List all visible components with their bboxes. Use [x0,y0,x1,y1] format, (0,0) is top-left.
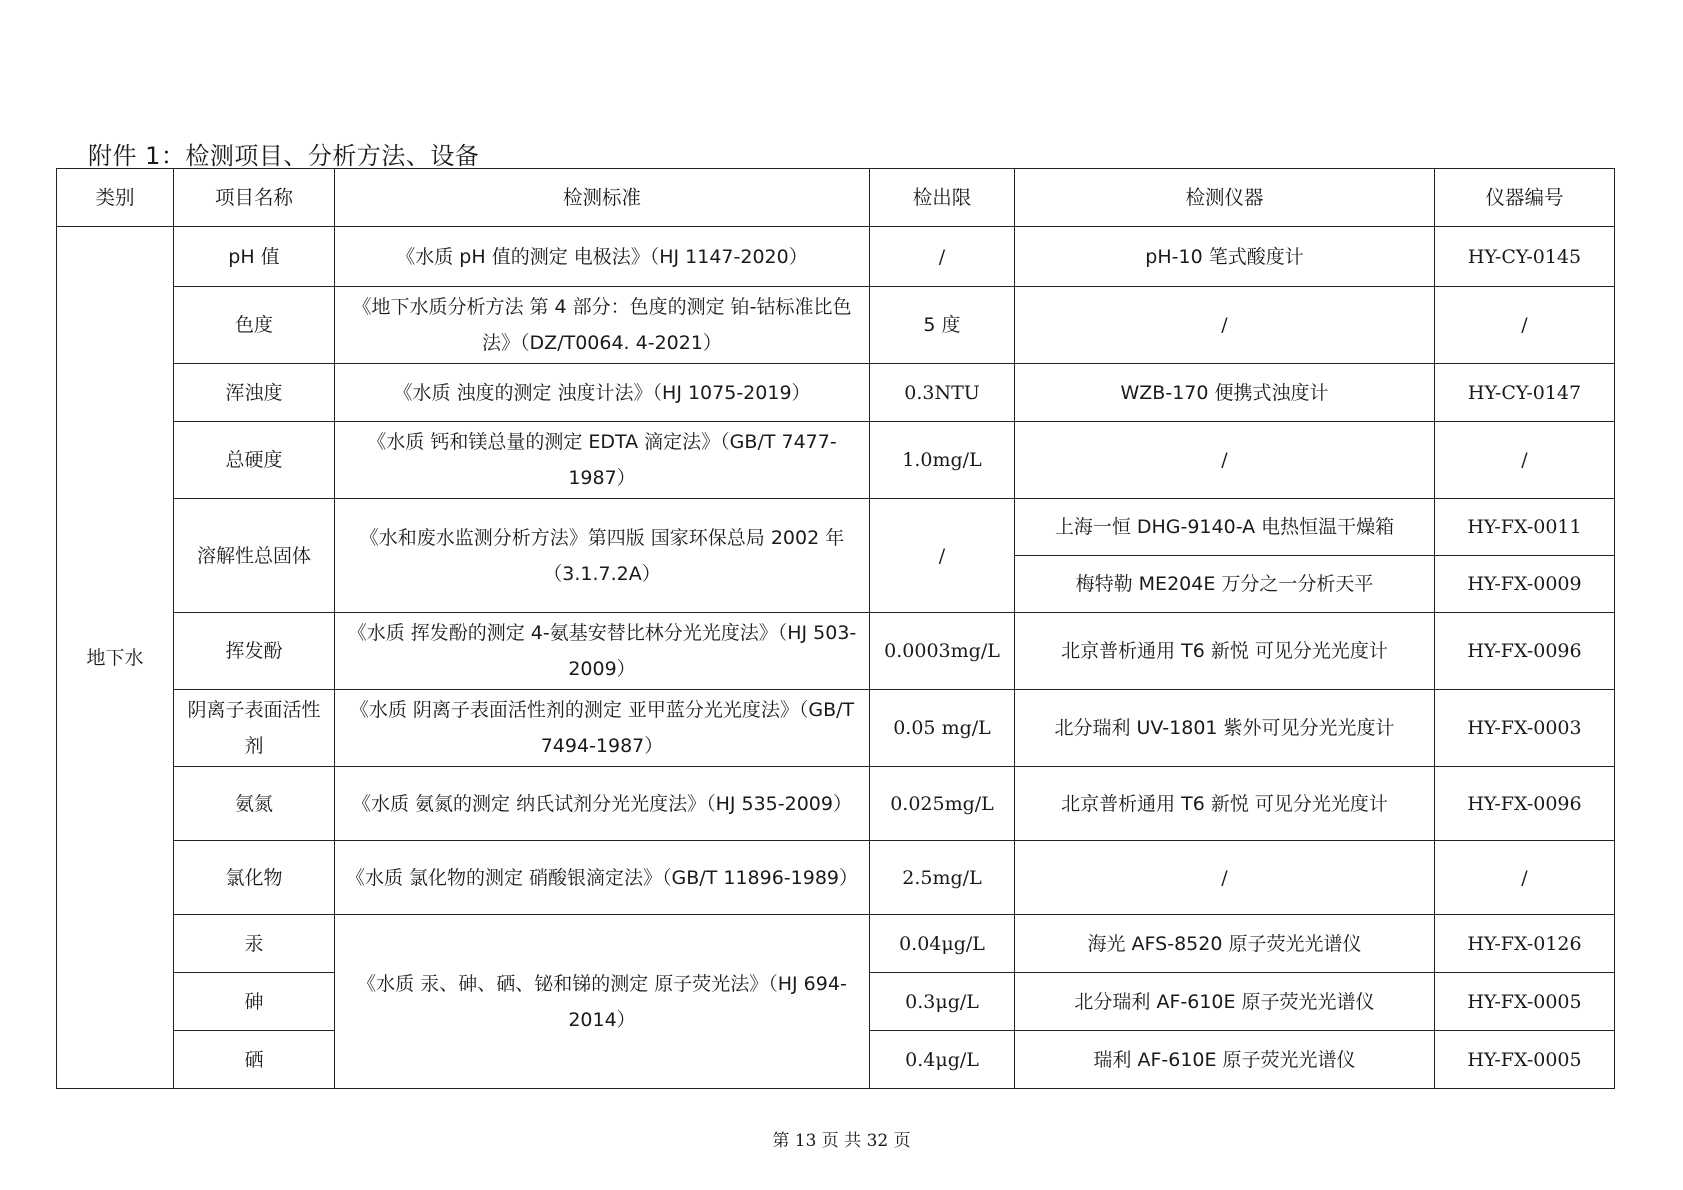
instrument: 瑞利 AF-610E 原子荧光光谱仪 [1015,1031,1435,1089]
table-row [57,690,1615,767]
detection-limit: 0.025mg/L [870,767,1015,841]
instrument-code: HY-FX-0011 [1435,499,1615,556]
instrument-code: HY-CY-0147 [1435,364,1615,422]
instrument-code: HY-FX-0003 [1435,690,1615,767]
instrument: / [1015,422,1435,499]
instrument: 北京普析通用 T6 新悦 可见分光光度计 [1015,613,1435,690]
item-name: pH 值 [174,227,335,287]
standard: 《水质 挥发酚的测定 4-氨基安替比林分光光度法》（HJ 503-2009） [335,613,870,690]
instrument: 北分瑞利 UV-1801 紫外可见分光光度计 [1015,690,1435,767]
item-name: 氨氮 [174,767,335,841]
header-detection-limit: 检出限 [870,169,1015,227]
item-name: 阴离子表面活性剂 [174,690,335,767]
detection-limit: / [870,499,1015,613]
page-title: 附件 1：检测项目、分析方法、设备 [88,142,480,170]
header-instrument: 检测仪器 [1015,169,1435,227]
instrument: pH-10 笔式酸度计 [1015,227,1435,287]
instrument: / [1015,841,1435,915]
standard: 《水质 pH 值的测定 电极法》（HJ 1147-2020） [335,227,870,287]
table-row [57,422,1615,499]
standard: 《水质 汞、砷、硒、铋和锑的测定 原子荧光法》（HJ 694-2014） [335,915,870,1089]
item-name: 色度 [174,287,335,364]
category-cell: 地下水 [57,227,174,1089]
detection-limit: 0.3μg/L [870,973,1015,1031]
instrument-code: / [1435,422,1615,499]
table-row [57,364,1615,422]
standard: 《水质 氨氮的测定 纳氏试剂分光光度法》（HJ 535-2009） [335,767,870,841]
page-footer: 第 13 页 共 32 页 [772,1131,911,1151]
standard: 《地下水质分析方法 第 4 部分：色度的测定 铂-钴标准比色法》（DZ/T0064. 4-2021） [335,287,870,364]
instrument-code: HY-FX-0005 [1435,973,1615,1031]
instrument: 海光 AFS-8520 原子荧光光谱仪 [1015,915,1435,973]
item-name: 浑浊度 [174,364,335,422]
header-item-name: 项目名称 [174,169,335,227]
table-row [57,613,1615,690]
instrument-code: / [1435,841,1615,915]
table-row [57,499,1615,556]
instrument-code: HY-FX-0005 [1435,1031,1615,1089]
instrument: 北京普析通用 T6 新悦 可见分光光度计 [1015,767,1435,841]
detection-limit: / [870,227,1015,287]
detection-limit: 0.0003mg/L [870,613,1015,690]
detection-limit: 5 度 [870,287,1015,364]
instrument: 北分瑞利 AF-610E 原子荧光光谱仪 [1015,973,1435,1031]
detection-limit: 2.5mg/L [870,841,1015,915]
instrument: / [1015,287,1435,364]
header-standard: 检测标准 [335,169,870,227]
item-name: 总硬度 [174,422,335,499]
instrument-code: HY-FX-0126 [1435,915,1615,973]
item-name: 汞 [174,915,335,973]
standard: 《水质 氯化物的测定 硝酸银滴定法》（GB/T 11896-1989） [335,841,870,915]
instrument-code: / [1435,287,1615,364]
table-row [57,841,1615,915]
instrument: 梅特勒 ME204E 万分之一分析天平 [1015,556,1435,613]
detection-limit: 0.05 mg/L [870,690,1015,767]
instrument-code: HY-FX-0009 [1435,556,1615,613]
table-header-row [57,169,1615,227]
instrument: WZB-170 便携式浊度计 [1015,364,1435,422]
detection-limit: 0.4μg/L [870,1031,1015,1089]
standard: 《水质 钙和镁总量的测定 EDTA 滴定法》（GB/T 7477-1987） [335,422,870,499]
instrument: 上海一恒 DHG-9140-A 电热恒温干燥箱 [1015,499,1435,556]
item-name: 挥发酚 [174,613,335,690]
item-name: 砷 [174,973,335,1031]
standard: 《水质 阴离子表面活性剂的测定 亚甲蓝分光光度法》（GB/T 7494-1987） [335,690,870,767]
table-row [57,915,1615,973]
header-category: 类别 [57,169,174,227]
item-name: 氯化物 [174,841,335,915]
instrument-code: HY-CY-0145 [1435,227,1615,287]
instrument-code: HY-FX-0096 [1435,767,1615,841]
header-instrument-code: 仪器编号 [1435,169,1615,227]
table-row [57,287,1615,364]
table-row [57,227,1615,287]
test-items-table [56,168,1615,1089]
item-name: 硒 [174,1031,335,1089]
standard: 《水和废水监测分析方法》第四版 国家环保总局 2002 年（3.1.7.2A） [335,499,870,613]
instrument-code: HY-FX-0096 [1435,613,1615,690]
item-name: 溶解性总固体 [174,499,335,613]
table-row [57,767,1615,841]
detection-limit: 1.0mg/L [870,422,1015,499]
detection-limit: 0.3NTU [870,364,1015,422]
standard: 《水质 浊度的测定 浊度计法》（HJ 1075-2019） [335,364,870,422]
detection-limit: 0.04μg/L [870,915,1015,973]
